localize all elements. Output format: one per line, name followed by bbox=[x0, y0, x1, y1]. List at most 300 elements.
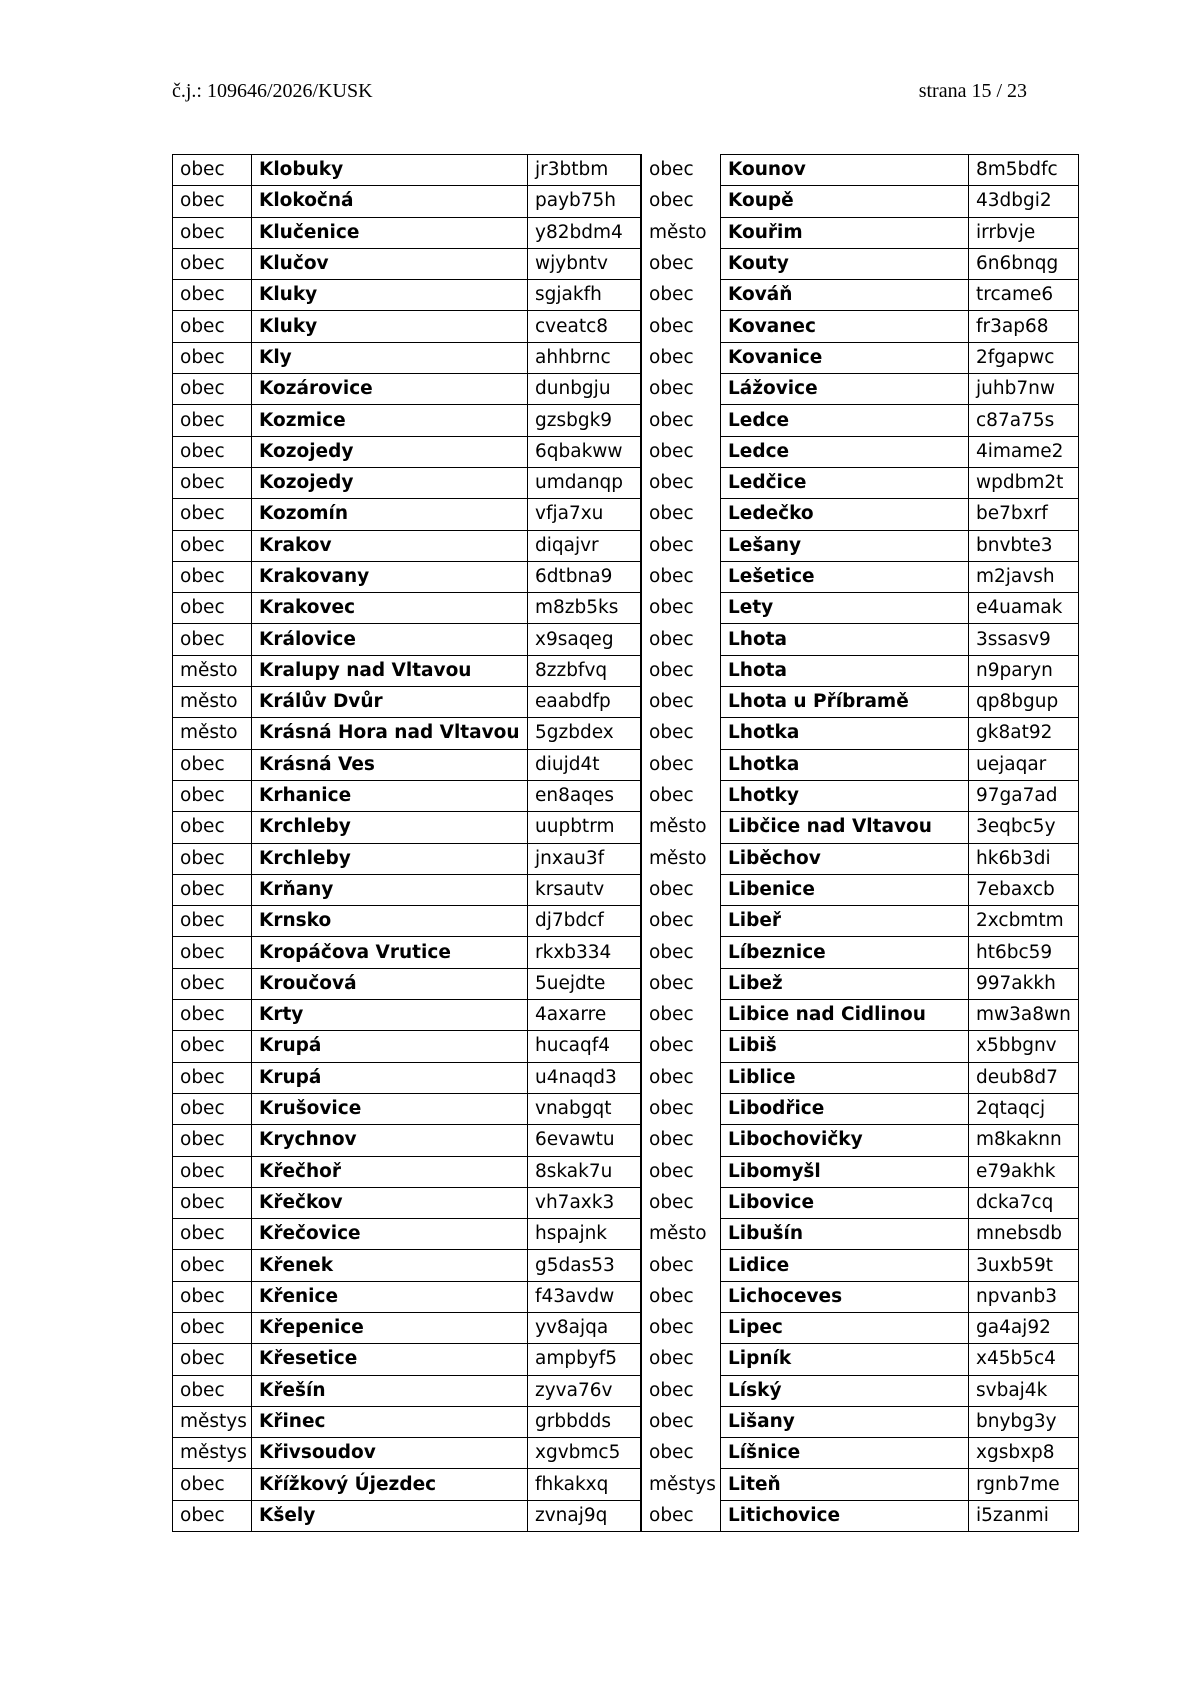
left-municipality-code: m8zb5ks bbox=[528, 593, 642, 624]
table-row bbox=[173, 1219, 1079, 1250]
left-municipality-type: obec bbox=[173, 1125, 252, 1156]
right-municipality-code: bnybg3y bbox=[969, 1406, 1079, 1437]
right-municipality-code: 2qtaqcj bbox=[969, 1093, 1079, 1124]
right-municipality-name: Libčice nad Vltavou bbox=[721, 812, 969, 843]
left-municipality-name: Křečovice bbox=[252, 1219, 528, 1250]
right-municipality-name: Libušín bbox=[721, 1219, 969, 1250]
left-municipality-name: Kluky bbox=[252, 311, 528, 342]
left-municipality-name: Kralupy nad Vltavou bbox=[252, 655, 528, 686]
left-municipality-code: sgjakfh bbox=[528, 280, 642, 311]
left-municipality-type: obec bbox=[173, 906, 252, 937]
right-municipality-name: Kouty bbox=[721, 248, 969, 279]
table-row bbox=[173, 718, 1079, 749]
left-municipality-type: obec bbox=[173, 1500, 252, 1531]
right-municipality-name: Lhotka bbox=[721, 718, 969, 749]
right-municipality-type: obec bbox=[641, 342, 721, 373]
table-row bbox=[173, 436, 1079, 467]
right-municipality-name: Libenice bbox=[721, 874, 969, 905]
left-municipality-name: Kozomín bbox=[252, 499, 528, 530]
table-row bbox=[173, 1438, 1079, 1469]
right-municipality-code: m2javsh bbox=[969, 561, 1079, 592]
left-municipality-name: Kšely bbox=[252, 1500, 528, 1531]
right-municipality-type: obec bbox=[641, 467, 721, 498]
left-municipality-type: obec bbox=[173, 1281, 252, 1312]
right-municipality-type: obec bbox=[641, 155, 721, 186]
right-municipality-type: obec bbox=[641, 1375, 721, 1406]
right-municipality-name: Lišany bbox=[721, 1406, 969, 1437]
table-row bbox=[173, 280, 1079, 311]
left-municipality-name: Klokočná bbox=[252, 186, 528, 217]
right-municipality-name: Lhota bbox=[721, 655, 969, 686]
left-municipality-name: Kozojedy bbox=[252, 436, 528, 467]
left-municipality-name: Křivsoudov bbox=[252, 1438, 528, 1469]
right-municipality-type: obec bbox=[641, 624, 721, 655]
table-row bbox=[173, 374, 1079, 405]
right-municipality-code: gk8at92 bbox=[969, 718, 1079, 749]
left-municipality-type: obec bbox=[173, 1156, 252, 1187]
right-municipality-name: Lipec bbox=[721, 1312, 969, 1343]
table-row bbox=[173, 1406, 1079, 1437]
table-row bbox=[173, 1000, 1079, 1031]
right-municipality-code: e4uamak bbox=[969, 593, 1079, 624]
right-municipality-code: 3uxb59t bbox=[969, 1250, 1079, 1281]
table-row bbox=[173, 968, 1079, 999]
left-municipality-name: Krušovice bbox=[252, 1093, 528, 1124]
right-municipality-name: Ledce bbox=[721, 436, 969, 467]
left-municipality-code: f43avdw bbox=[528, 1281, 642, 1312]
right-municipality-name: Lhotka bbox=[721, 749, 969, 780]
right-municipality-code: 7ebaxcb bbox=[969, 874, 1079, 905]
left-municipality-code: diqajvr bbox=[528, 530, 642, 561]
right-municipality-name: Líšnice bbox=[721, 1438, 969, 1469]
left-municipality-code: dj7bdcf bbox=[528, 906, 642, 937]
table-row bbox=[173, 1500, 1079, 1531]
right-municipality-type: obec bbox=[641, 1125, 721, 1156]
right-municipality-name: Libež bbox=[721, 968, 969, 999]
right-municipality-type: obec bbox=[641, 874, 721, 905]
left-municipality-code: dunbgju bbox=[528, 374, 642, 405]
left-municipality-code: 8skak7u bbox=[528, 1156, 642, 1187]
right-municipality-name: Lážovice bbox=[721, 374, 969, 405]
right-municipality-name: Lešetice bbox=[721, 561, 969, 592]
left-municipality-type: obec bbox=[173, 436, 252, 467]
right-municipality-type: obec bbox=[641, 687, 721, 718]
left-municipality-code: diujd4t bbox=[528, 749, 642, 780]
right-municipality-name: Libodřice bbox=[721, 1093, 969, 1124]
left-municipality-type: obec bbox=[173, 1375, 252, 1406]
right-municipality-code: 2fgapwc bbox=[969, 342, 1079, 373]
left-municipality-code: 6qbakww bbox=[528, 436, 642, 467]
right-municipality-code: qp8bgup bbox=[969, 687, 1079, 718]
right-municipality-type: město bbox=[641, 217, 721, 248]
left-municipality-name: Krakovany bbox=[252, 561, 528, 592]
right-municipality-name: Kováň bbox=[721, 280, 969, 311]
right-municipality-name: Litichovice bbox=[721, 1500, 969, 1531]
left-municipality-code: vnabgqt bbox=[528, 1093, 642, 1124]
left-municipality-code: ahhbrnc bbox=[528, 342, 642, 373]
table-row bbox=[173, 311, 1079, 342]
right-municipality-type: obec bbox=[641, 1250, 721, 1281]
right-municipality-type: město bbox=[641, 843, 721, 874]
right-municipality-code: i5zanmi bbox=[969, 1500, 1079, 1531]
right-municipality-name: Kovanec bbox=[721, 311, 969, 342]
left-municipality-name: Krchleby bbox=[252, 843, 528, 874]
right-municipality-type: obec bbox=[641, 280, 721, 311]
left-municipality-code: zvnaj9q bbox=[528, 1500, 642, 1531]
right-municipality-type: obec bbox=[641, 655, 721, 686]
left-municipality-name: Kozárovice bbox=[252, 374, 528, 405]
left-municipality-name: Krupá bbox=[252, 1062, 528, 1093]
table-row bbox=[173, 1312, 1079, 1343]
right-municipality-name: Líbeznice bbox=[721, 937, 969, 968]
table-row bbox=[173, 155, 1079, 186]
right-municipality-name: Ledce bbox=[721, 405, 969, 436]
left-municipality-code: 6evawtu bbox=[528, 1125, 642, 1156]
left-municipality-type: město bbox=[173, 655, 252, 686]
left-municipality-type: obec bbox=[173, 1469, 252, 1500]
right-municipality-type: obec bbox=[641, 1093, 721, 1124]
right-municipality-code: rgnb7me bbox=[969, 1469, 1079, 1500]
right-municipality-type: obec bbox=[641, 749, 721, 780]
left-municipality-type: městys bbox=[173, 1406, 252, 1437]
right-municipality-name: Liblice bbox=[721, 1062, 969, 1093]
right-municipality-code: c87a75s bbox=[969, 405, 1079, 436]
right-municipality-type: obec bbox=[641, 311, 721, 342]
right-municipality-code: e79akhk bbox=[969, 1156, 1079, 1187]
right-municipality-code: uejaqar bbox=[969, 749, 1079, 780]
left-municipality-code: yv8ajqa bbox=[528, 1312, 642, 1343]
left-municipality-name: Krásná Hora nad Vltavou bbox=[252, 718, 528, 749]
left-municipality-type: obec bbox=[173, 499, 252, 530]
left-municipality-type: městys bbox=[173, 1438, 252, 1469]
right-municipality-code: bnvbte3 bbox=[969, 530, 1079, 561]
left-municipality-name: Křenice bbox=[252, 1281, 528, 1312]
table-row bbox=[173, 1344, 1079, 1375]
right-municipality-type: obec bbox=[641, 718, 721, 749]
table-row bbox=[173, 499, 1079, 530]
right-municipality-code: 3ssasv9 bbox=[969, 624, 1079, 655]
right-municipality-type: obec bbox=[641, 937, 721, 968]
left-municipality-code: payb75h bbox=[528, 186, 642, 217]
right-municipality-name: Liteň bbox=[721, 1469, 969, 1500]
right-municipality-code: xgsbxp8 bbox=[969, 1438, 1079, 1469]
right-municipality-name: Koupě bbox=[721, 186, 969, 217]
left-municipality-code: 4axarre bbox=[528, 1000, 642, 1031]
left-municipality-code: umdanqp bbox=[528, 467, 642, 498]
right-municipality-type: obec bbox=[641, 1500, 721, 1531]
left-municipality-code: hucaqf4 bbox=[528, 1031, 642, 1062]
table-row bbox=[173, 687, 1079, 718]
right-municipality-name: Lipník bbox=[721, 1344, 969, 1375]
right-municipality-type: obec bbox=[641, 906, 721, 937]
left-municipality-code: 8zzbfvq bbox=[528, 655, 642, 686]
right-municipality-name: Lidice bbox=[721, 1250, 969, 1281]
table-row bbox=[173, 1187, 1079, 1218]
left-municipality-code: xgvbmc5 bbox=[528, 1438, 642, 1469]
table-row bbox=[173, 624, 1079, 655]
left-municipality-type: obec bbox=[173, 1000, 252, 1031]
left-municipality-name: Křečhoř bbox=[252, 1156, 528, 1187]
left-municipality-type: obec bbox=[173, 561, 252, 592]
right-municipality-name: Kovanice bbox=[721, 342, 969, 373]
right-municipality-name: Lhotky bbox=[721, 780, 969, 811]
right-municipality-name: Kouřim bbox=[721, 217, 969, 248]
left-municipality-type: obec bbox=[173, 186, 252, 217]
right-municipality-name: Ledčice bbox=[721, 467, 969, 498]
right-municipality-code: ga4aj92 bbox=[969, 1312, 1079, 1343]
left-municipality-name: Křešín bbox=[252, 1375, 528, 1406]
left-municipality-code: y82bdm4 bbox=[528, 217, 642, 248]
table-row bbox=[173, 1250, 1079, 1281]
left-municipality-name: Krakov bbox=[252, 530, 528, 561]
left-municipality-type: obec bbox=[173, 405, 252, 436]
right-municipality-code: 2xcbmtm bbox=[969, 906, 1079, 937]
table-row bbox=[173, 780, 1079, 811]
right-municipality-type: obec bbox=[641, 1344, 721, 1375]
right-municipality-name: Lichoceves bbox=[721, 1281, 969, 1312]
left-municipality-name: Klobuky bbox=[252, 155, 528, 186]
right-municipality-type: obec bbox=[641, 499, 721, 530]
right-municipality-type: obec bbox=[641, 1312, 721, 1343]
left-municipality-type: obec bbox=[173, 937, 252, 968]
right-municipality-code: juhb7nw bbox=[969, 374, 1079, 405]
right-municipality-code: irrbvje bbox=[969, 217, 1079, 248]
left-municipality-type: obec bbox=[173, 1219, 252, 1250]
right-municipality-type: městys bbox=[641, 1469, 721, 1500]
table-row bbox=[173, 874, 1079, 905]
left-municipality-type: obec bbox=[173, 874, 252, 905]
table-row bbox=[173, 561, 1079, 592]
left-municipality-type: obec bbox=[173, 1344, 252, 1375]
right-municipality-name: Ledečko bbox=[721, 499, 969, 530]
right-municipality-type: obec bbox=[641, 1406, 721, 1437]
right-municipality-code: 97ga7ad bbox=[969, 780, 1079, 811]
right-municipality-type: obec bbox=[641, 780, 721, 811]
right-municipality-code: hk6b3di bbox=[969, 843, 1079, 874]
left-municipality-code: rkxb334 bbox=[528, 937, 642, 968]
left-municipality-type: obec bbox=[173, 342, 252, 373]
right-municipality-type: obec bbox=[641, 1156, 721, 1187]
left-municipality-code: en8aqes bbox=[528, 780, 642, 811]
left-municipality-name: Krásná Ves bbox=[252, 749, 528, 780]
right-municipality-type: obec bbox=[641, 186, 721, 217]
right-municipality-name: Libeř bbox=[721, 906, 969, 937]
table-row bbox=[173, 1156, 1079, 1187]
page-header bbox=[172, 80, 1027, 106]
right-municipality-name: Libiš bbox=[721, 1031, 969, 1062]
left-municipality-name: Krňany bbox=[252, 874, 528, 905]
right-municipality-code: fr3ap68 bbox=[969, 311, 1079, 342]
left-municipality-code: eaabdfp bbox=[528, 687, 642, 718]
table-row bbox=[173, 1469, 1079, 1500]
table-row bbox=[173, 530, 1079, 561]
left-municipality-type: obec bbox=[173, 248, 252, 279]
table-row bbox=[173, 1125, 1079, 1156]
table-row bbox=[173, 1062, 1079, 1093]
left-municipality-name: Křenek bbox=[252, 1250, 528, 1281]
left-municipality-type: obec bbox=[173, 217, 252, 248]
table-row bbox=[173, 906, 1079, 937]
left-municipality-type: obec bbox=[173, 467, 252, 498]
left-municipality-type: obec bbox=[173, 968, 252, 999]
left-municipality-code: uupbtrm bbox=[528, 812, 642, 843]
right-municipality-code: svbaj4k bbox=[969, 1375, 1079, 1406]
left-municipality-type: obec bbox=[173, 812, 252, 843]
left-municipality-code: krsautv bbox=[528, 874, 642, 905]
right-municipality-name: Libice nad Cidlinou bbox=[721, 1000, 969, 1031]
right-municipality-name: Lety bbox=[721, 593, 969, 624]
right-municipality-type: obec bbox=[641, 248, 721, 279]
right-municipality-code: 8m5bdfc bbox=[969, 155, 1079, 186]
right-municipality-code: wpdbm2t bbox=[969, 467, 1079, 498]
left-municipality-name: Krty bbox=[252, 1000, 528, 1031]
left-municipality-code: vfja7xu bbox=[528, 499, 642, 530]
left-municipality-name: Křížkový Újezdec bbox=[252, 1469, 528, 1500]
right-municipality-type: obec bbox=[641, 530, 721, 561]
document-reference: č.j.: 109646/2026/KUSK bbox=[172, 80, 373, 102]
right-municipality-type: obec bbox=[641, 405, 721, 436]
table-row bbox=[173, 186, 1079, 217]
left-municipality-name: Křečkov bbox=[252, 1187, 528, 1218]
table-row bbox=[173, 812, 1079, 843]
left-municipality-code: vh7axk3 bbox=[528, 1187, 642, 1218]
left-municipality-code: gzsbgk9 bbox=[528, 405, 642, 436]
right-municipality-code: be7bxrf bbox=[969, 499, 1079, 530]
left-municipality-code: fhkakxq bbox=[528, 1469, 642, 1500]
left-municipality-type: obec bbox=[173, 530, 252, 561]
left-municipality-type: obec bbox=[173, 1187, 252, 1218]
left-municipality-name: Krhanice bbox=[252, 780, 528, 811]
right-municipality-type: obec bbox=[641, 1031, 721, 1062]
right-municipality-type: město bbox=[641, 812, 721, 843]
table-row bbox=[173, 1031, 1079, 1062]
left-municipality-name: Králův Dvůr bbox=[252, 687, 528, 718]
right-municipality-type: obec bbox=[641, 1187, 721, 1218]
left-municipality-code: g5das53 bbox=[528, 1250, 642, 1281]
left-municipality-code: hspajnk bbox=[528, 1219, 642, 1250]
right-municipality-type: obec bbox=[641, 1062, 721, 1093]
left-municipality-code: ampbyf5 bbox=[528, 1344, 642, 1375]
left-municipality-name: Kluky bbox=[252, 280, 528, 311]
right-municipality-code: 4imame2 bbox=[969, 436, 1079, 467]
table-row bbox=[173, 655, 1079, 686]
left-municipality-name: Křesetice bbox=[252, 1344, 528, 1375]
right-municipality-name: Libomyšl bbox=[721, 1156, 969, 1187]
left-municipality-type: obec bbox=[173, 1312, 252, 1343]
left-municipality-name: Krakovec bbox=[252, 593, 528, 624]
right-municipality-code: mnebsdb bbox=[969, 1219, 1079, 1250]
right-municipality-name: Libochovičky bbox=[721, 1125, 969, 1156]
left-municipality-name: Klučov bbox=[252, 248, 528, 279]
left-municipality-code: jnxau3f bbox=[528, 843, 642, 874]
right-municipality-code: ht6bc59 bbox=[969, 937, 1079, 968]
right-municipality-code: mw3a8wn bbox=[969, 1000, 1079, 1031]
right-municipality-code: 997akkh bbox=[969, 968, 1079, 999]
left-municipality-code: grbbdds bbox=[528, 1406, 642, 1437]
right-municipality-type: obec bbox=[641, 1438, 721, 1469]
right-municipality-type: obec bbox=[641, 561, 721, 592]
left-municipality-type: obec bbox=[173, 280, 252, 311]
left-municipality-code: 6dtbna9 bbox=[528, 561, 642, 592]
municipality-table bbox=[172, 154, 1079, 1532]
table-row bbox=[173, 467, 1079, 498]
table-row bbox=[173, 342, 1079, 373]
left-municipality-name: Kozojedy bbox=[252, 467, 528, 498]
left-municipality-type: město bbox=[173, 718, 252, 749]
left-municipality-code: 5uejdte bbox=[528, 968, 642, 999]
left-municipality-type: obec bbox=[173, 155, 252, 186]
right-municipality-name: Líský bbox=[721, 1375, 969, 1406]
left-municipality-type: obec bbox=[173, 749, 252, 780]
right-municipality-type: obec bbox=[641, 593, 721, 624]
right-municipality-code: 43dbgi2 bbox=[969, 186, 1079, 217]
left-municipality-name: Křinec bbox=[252, 1406, 528, 1437]
right-municipality-type: obec bbox=[641, 1000, 721, 1031]
right-municipality-name: Lhota u Příbramě bbox=[721, 687, 969, 718]
right-municipality-code: 3eqbc5y bbox=[969, 812, 1079, 843]
table-row bbox=[173, 405, 1079, 436]
right-municipality-type: město bbox=[641, 1219, 721, 1250]
left-municipality-code: zyva76v bbox=[528, 1375, 642, 1406]
right-municipality-code: n9paryn bbox=[969, 655, 1079, 686]
left-municipality-code: 5gzbdex bbox=[528, 718, 642, 749]
table-row bbox=[173, 1093, 1079, 1124]
left-municipality-type: obec bbox=[173, 1250, 252, 1281]
right-municipality-type: obec bbox=[641, 1281, 721, 1312]
left-municipality-name: Krychnov bbox=[252, 1125, 528, 1156]
right-municipality-name: Liběchov bbox=[721, 843, 969, 874]
left-municipality-type: obec bbox=[173, 374, 252, 405]
table-row bbox=[173, 843, 1079, 874]
left-municipality-name: Křepenice bbox=[252, 1312, 528, 1343]
left-municipality-name: Kozmice bbox=[252, 405, 528, 436]
right-municipality-code: trcame6 bbox=[969, 280, 1079, 311]
right-municipality-name: Kounov bbox=[721, 155, 969, 186]
table-row bbox=[173, 937, 1079, 968]
right-municipality-code: x5bbgnv bbox=[969, 1031, 1079, 1062]
right-municipality-code: dcka7cq bbox=[969, 1187, 1079, 1218]
right-municipality-code: 6n6bnqg bbox=[969, 248, 1079, 279]
left-municipality-code: cveatc8 bbox=[528, 311, 642, 342]
left-municipality-name: Kroučová bbox=[252, 968, 528, 999]
left-municipality-type: obec bbox=[173, 1062, 252, 1093]
right-municipality-name: Lešany bbox=[721, 530, 969, 561]
table-row bbox=[173, 248, 1079, 279]
left-municipality-type: obec bbox=[173, 311, 252, 342]
left-municipality-name: Krnsko bbox=[252, 906, 528, 937]
table-row bbox=[173, 593, 1079, 624]
right-municipality-type: obec bbox=[641, 436, 721, 467]
page-number: strana 15 / 23 bbox=[918, 80, 1027, 102]
right-municipality-code: npvanb3 bbox=[969, 1281, 1079, 1312]
table-row bbox=[173, 749, 1079, 780]
left-municipality-name: Klučenice bbox=[252, 217, 528, 248]
left-municipality-type: obec bbox=[173, 780, 252, 811]
right-municipality-name: Libovice bbox=[721, 1187, 969, 1218]
left-municipality-name: Královice bbox=[252, 624, 528, 655]
left-municipality-code: wjybntv bbox=[528, 248, 642, 279]
left-municipality-code: x9saqeg bbox=[528, 624, 642, 655]
left-municipality-name: Kropáčova Vrutice bbox=[252, 937, 528, 968]
left-municipality-type: obec bbox=[173, 624, 252, 655]
left-municipality-type: obec bbox=[173, 1093, 252, 1124]
table-row bbox=[173, 1375, 1079, 1406]
right-municipality-code: m8kaknn bbox=[969, 1125, 1079, 1156]
left-municipality-type: město bbox=[173, 687, 252, 718]
left-municipality-type: obec bbox=[173, 843, 252, 874]
right-municipality-code: x45b5c4 bbox=[969, 1344, 1079, 1375]
right-municipality-name: Lhota bbox=[721, 624, 969, 655]
